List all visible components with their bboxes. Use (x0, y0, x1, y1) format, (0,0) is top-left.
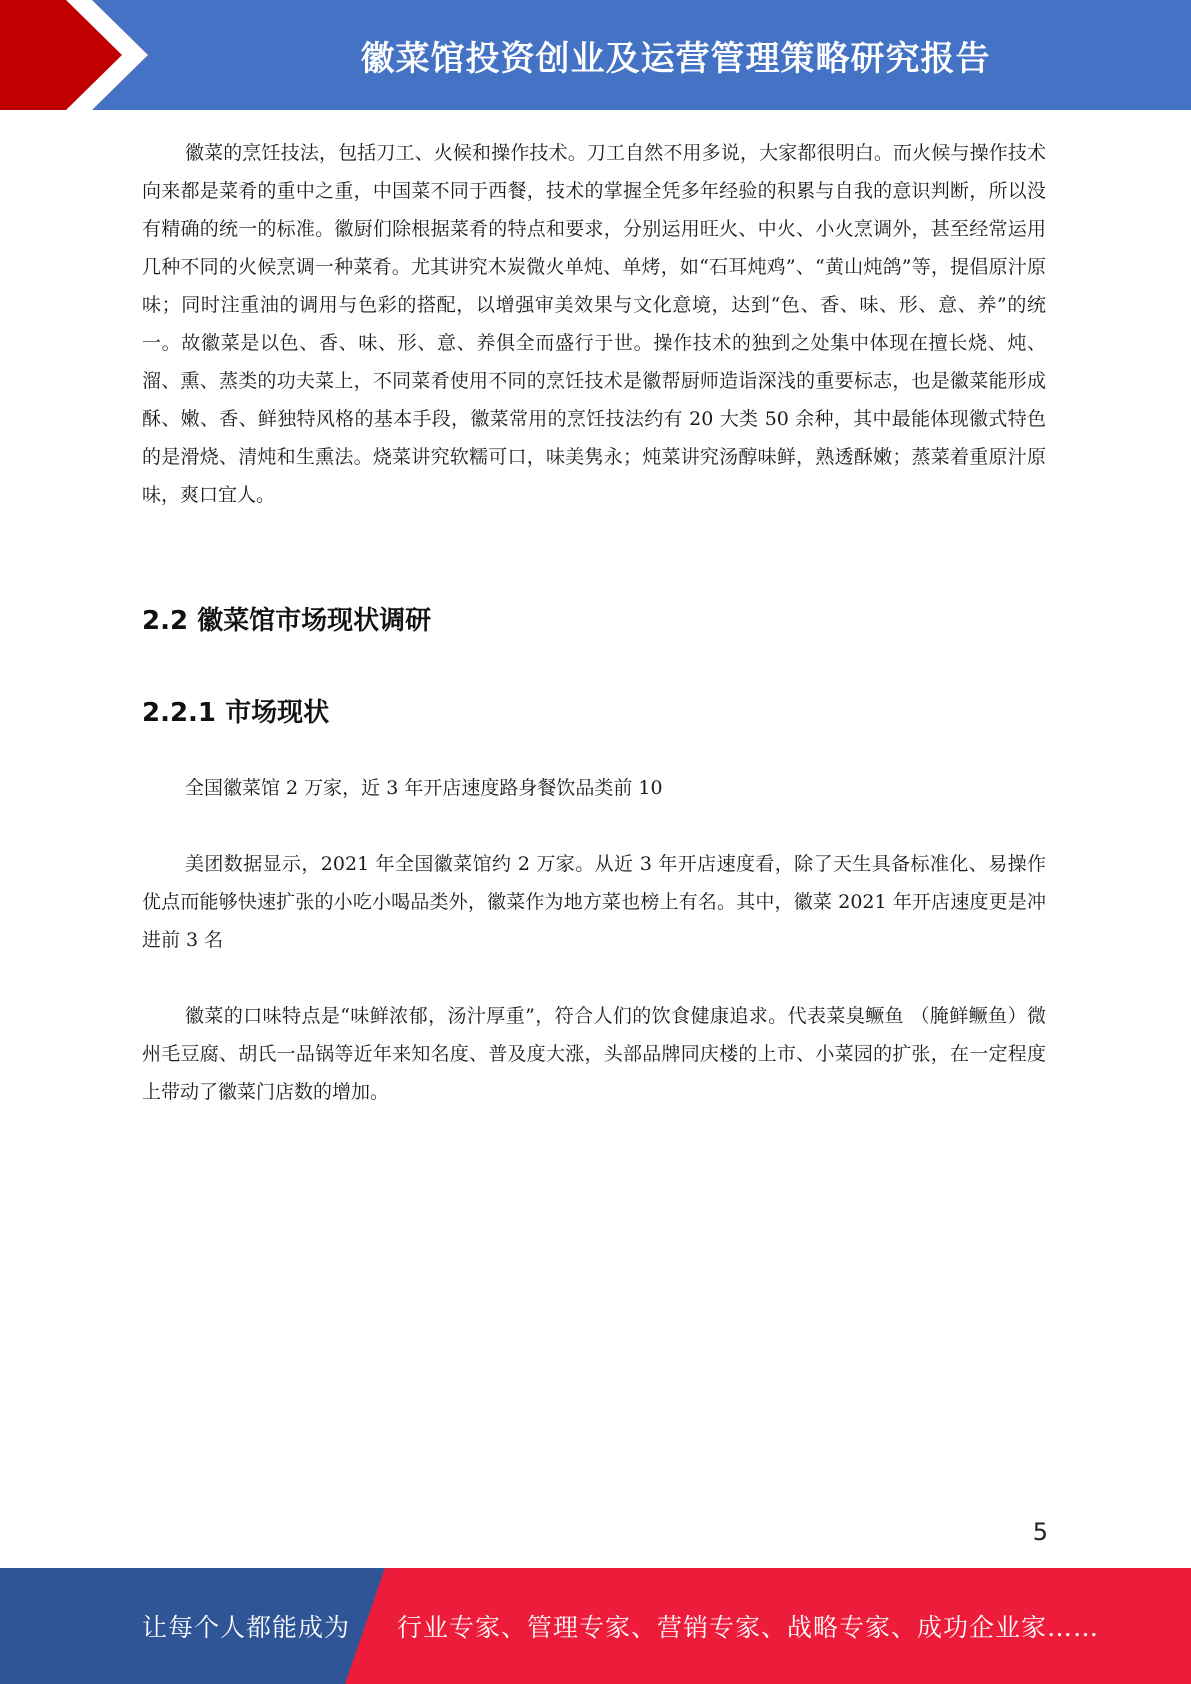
page-number: 5 (1032, 1518, 1048, 1546)
section-heading-2-2-1: 2.2.1 市场现状 (142, 698, 330, 728)
red-chevron-decoration (0, 0, 160, 110)
paragraph-meituan-data: 美团数据显示，2021 年全国徽菜馆约 2 万家。从近 3 年开店速度看，除了天生具备标准化、易操作优点而能够快速扩张的小吃小喝品类外，徽菜作为地方菜也榜上有名。其中，徽菜 2021 年开店速度更是冲进前 3 名 (142, 853, 1046, 951)
header-bar (0, 0, 1191, 110)
paragraph-store-count: 全国徽菜馆 2 万家，近 3 年开店速度路身餐饮品类前 10 (185, 777, 663, 799)
document-title: 徽菜馆投资创业及运营管理策略研究报告 (360, 38, 991, 79)
footer-banner (0, 1568, 1191, 1684)
paragraph-flavor-features: 徽菜的口味特点是“味鲜浓郁，汤汁厚重”，符合人们的饮食健康追求。代表菜臭鳜鱼 （腌鲜鳜鱼）微州毛豆腐、胡氏一品锅等近年来知名度、普及度大涨，头部品牌同庆楼的上市、小菜园的扩张，在一定程度上带动了徽菜门店数的增加。 (142, 1005, 1046, 1103)
paragraph-cooking-techniques: 徽菜的烹饪技法，包括刀工、火候和操作技术。刀工自然不用多说，大家都很明白。而火候与操作技术向来都是菜肴的重中之重，中国菜不同于西餐，技术的掌握全凭多年经验的积累与自我的意识判断，所以没有精确的统一的标准。徽厨们除根据菜肴的特点和要求，分别运用旺火、中火、小火烹调外，甚至经常运用几种不同的火候烹调一种菜肴。尤其讲究木炭微火单炖、单烤，如“石耳炖鸡”、“黄山炖鸽”等，提倡原汁原味；同时注重油的调用与色彩的搭配，以增强审美效果与文化意境，达到“色、香、味、形、意、养”的统一。故徽菜是以色、香、味、形、意、养俱全而盛行于世。操作技术的独到之处集中体现在擅长烧、炖、溜、熏、蒸类的功夫菜上，不同菜肴使用不同的烹饪技术是徽帮厨师造诣深浅的重要标志，也是徽菜能形成酥、嫩、香、鲜独特风格的基本手段，徽菜常用的烹饪技法约有 20 大类 50 余种，其中最能体现徽式特色的是滑烧、清炖和生熏法。烧菜讲究软糯可口，味美隽永；炖菜讲究汤醇味鲜，熟透酥嫩；蒸菜着重原汁原味，爽口宜人。 (142, 142, 1046, 506)
footer-slogan-left: 让每个人都能成为 (142, 1613, 351, 1642)
section-heading-2-2: 2.2 徽菜馆市场现状调研 (142, 606, 432, 636)
footer-slogan-right: 行业专家、管理专家、营销专家、战略专家、成功企业家…… (397, 1613, 1100, 1642)
